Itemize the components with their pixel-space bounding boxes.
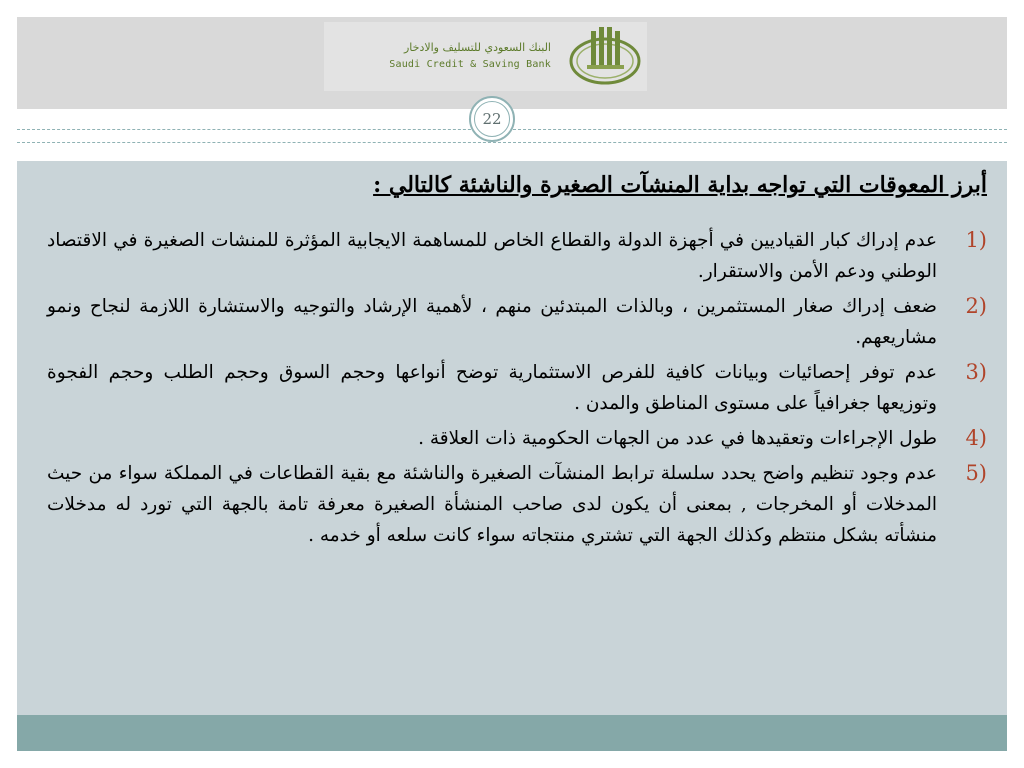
page-number: 22 — [474, 101, 510, 137]
list-item — [47, 458, 987, 551]
divider-line-bottom — [17, 142, 1007, 143]
item-number: 1) — [965, 228, 987, 252]
list-item — [47, 225, 987, 287]
item-text: طول الإجراءات وتعقيدها في عدد من الجهات الحكومية ذات العلاقة . — [418, 428, 937, 449]
item-number: 4) — [965, 426, 987, 450]
bank-emblem-icon — [567, 25, 643, 87]
bank-logo — [324, 22, 647, 91]
logo-arabic-name: البنك السعودي للتسليف والادخار — [403, 41, 551, 54]
list-item — [47, 291, 987, 353]
item-number: 2) — [965, 294, 987, 318]
list-item — [47, 423, 987, 454]
list-item — [47, 357, 987, 419]
item-text: عدم إدراك كبار القياديين في أجهزة الدولة والقطاع الخاص للمساهمة الايجابية المؤثرة للمنشات الصغيرة في الاقتصاد الوطني ودعم الأمن والاستقرار. — [47, 230, 937, 282]
footer-band — [17, 715, 1007, 751]
item-text: ضعف إدراك صغار المستثمرين ، وبالذات المبتدئين منهم ، لأهمية الإرشاد والتوجيه والاستشارة اللازمة لنجاح ونمو مشاريعهم. — [47, 296, 937, 348]
item-number: 5) — [965, 461, 987, 485]
obstacles-list — [47, 225, 987, 555]
item-number: 3) — [965, 360, 987, 384]
item-text: عدم وجود تنظيم واضح يحدد سلسلة ترابط المنشآت الصغيرة والناشئة مع بقية القطاعات في المملكة سواء من حيث المدخلات أو المخرجات , بمعنى أن يكون لدى صاحب المنشأة الصغيرة معرفة تامة بالجهة التي تورد له مدخلات منشأته بشكل منتظم وكذلك الجهة التي تشتري منتجاته سواء كانت سلعه أو خدمه . — [47, 463, 937, 546]
logo-english-name: Saudi Credit & Saving Bank — [389, 59, 551, 70]
page-number-badge — [469, 96, 515, 142]
header-band — [17, 17, 1007, 109]
slide-title: أبرز المعوقات التي تواجه بداية المنشآت الصغيرة والناشئة كالتالي : — [373, 172, 987, 198]
item-text: عدم توفر إحصائيات وبيانات كافية للفرص الاستثمارية توضح أنواعها وحجم السوق وحجم الطلب وحجم الفجوة وتوزيعها جغرافياً على مستوى المناطق والمدن . — [47, 362, 937, 414]
